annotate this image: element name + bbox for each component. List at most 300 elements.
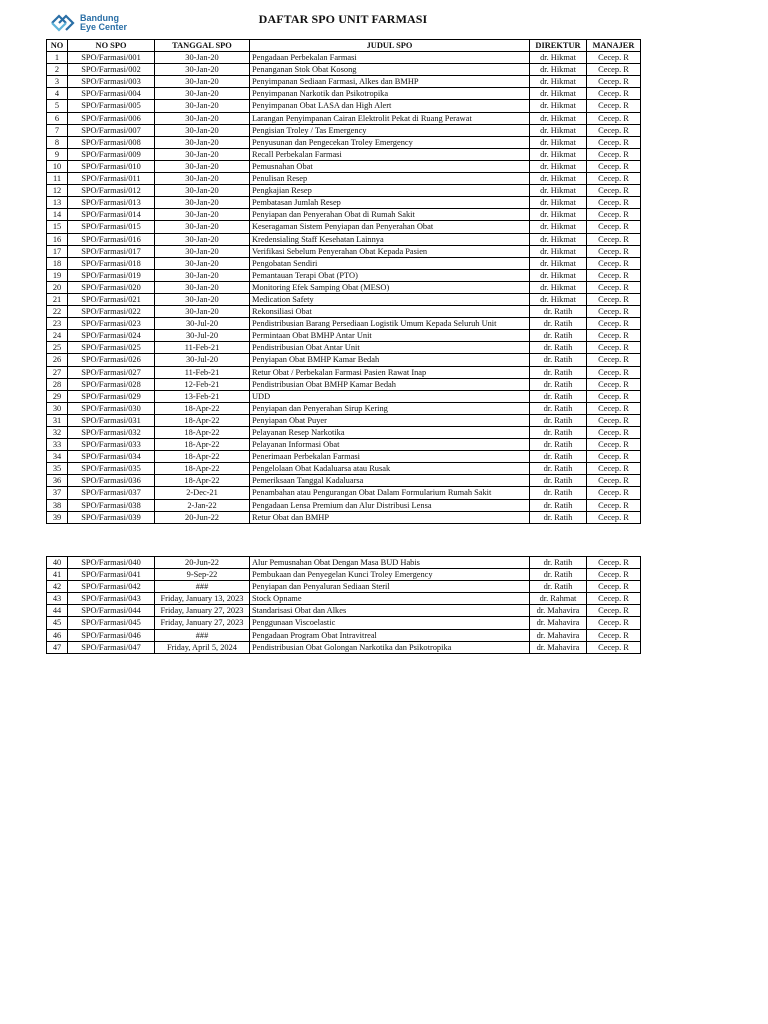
cell-judul: Verifikasi Sebelum Penyerahan Obat Kepada Pasien	[250, 245, 530, 257]
cell-tanggal: 30-Jan-20	[155, 233, 250, 245]
cell-tanggal: 30-Jan-20	[155, 76, 250, 88]
cell-no: 43	[47, 593, 68, 605]
cell-judul: Larangan Penyimpanan Cairan Elektrolit Pekat di Ruang Perawat	[250, 112, 530, 124]
cell-tanggal: ###	[155, 629, 250, 641]
cell-manajer: Cecep. R	[587, 233, 641, 245]
cell-manajer: Cecep. R	[587, 173, 641, 185]
table-row	[47, 439, 641, 451]
cell-manajer: Cecep. R	[587, 221, 641, 233]
cell-no-spo: SPO/Farmasi/039	[68, 511, 155, 523]
cell-manajer: Cecep. R	[587, 427, 641, 439]
cell-judul: Penulisan Resep	[250, 173, 530, 185]
cell-tanggal: 20-Jun-22	[155, 511, 250, 523]
table-row	[47, 487, 641, 499]
cell-judul: Penerimaan Perbekalan Farmasi	[250, 451, 530, 463]
cell-tanggal: Friday, April 5, 2024	[155, 641, 250, 653]
cell-direktur: dr. Hikmat	[530, 100, 587, 112]
cell-manajer: Cecep. R	[587, 293, 641, 305]
cell-tanggal: 30-Jan-20	[155, 245, 250, 257]
cell-tanggal: 30-Jan-20	[155, 112, 250, 124]
cell-judul: Penyiapan dan Penyaluran Sediaan Steril	[250, 581, 530, 593]
cell-no-spo: SPO/Farmasi/005	[68, 100, 155, 112]
cell-no: 47	[47, 641, 68, 653]
cell-tanggal: Friday, January 27, 2023	[155, 617, 250, 629]
cell-no: 42	[47, 581, 68, 593]
cell-judul: Permintaan Obat BMHP Antar Unit	[250, 330, 530, 342]
cell-no-spo: SPO/Farmasi/002	[68, 64, 155, 76]
cell-direktur: dr. Ratih	[530, 581, 587, 593]
cell-direktur: dr. Hikmat	[530, 197, 587, 209]
cell-direktur: dr. Ratih	[530, 366, 587, 378]
cell-tanggal: 30-Jul-20	[155, 330, 250, 342]
cell-judul: Retur Obat / Perbekalan Farmasi Pasien Rawat Inap	[250, 366, 530, 378]
bandung-eye-center-logo	[50, 12, 130, 34]
table-row	[47, 148, 641, 160]
cell-no-spo: SPO/Farmasi/045	[68, 617, 155, 629]
cell-judul: Penyiapan dan Penyerahan Obat di Rumah Sakit	[250, 209, 530, 221]
col-header-no: NO	[47, 40, 68, 52]
cell-no-spo: SPO/Farmasi/007	[68, 124, 155, 136]
cell-judul: Penyimpanan Sediaan Farmasi, Alkes dan BMHP	[250, 76, 530, 88]
cell-direktur: dr. Ratih	[530, 390, 587, 402]
cell-judul: Pendistribusian Obat BMHP Kamar Bedah	[250, 378, 530, 390]
cell-no: 20	[47, 281, 68, 293]
spo-table-continued	[46, 556, 641, 654]
cell-no-spo: SPO/Farmasi/031	[68, 414, 155, 426]
cell-no: 1	[47, 52, 68, 64]
cell-tanggal: 9-Sep-22	[155, 569, 250, 581]
table-row	[47, 173, 641, 185]
cell-direktur: dr. Rahmat	[530, 593, 587, 605]
cell-tanggal: 30-Jan-20	[155, 148, 250, 160]
cell-tanggal: 11-Feb-21	[155, 366, 250, 378]
cell-tanggal: 13-Feb-21	[155, 390, 250, 402]
cell-no-spo: SPO/Farmasi/015	[68, 221, 155, 233]
cell-no-spo: SPO/Farmasi/034	[68, 451, 155, 463]
col-header-judul: JUDUL SPO	[250, 40, 530, 52]
cell-no-spo: SPO/Farmasi/028	[68, 378, 155, 390]
cell-direktur: dr. Ratih	[530, 354, 587, 366]
table-row	[47, 569, 641, 581]
cell-no-spo: SPO/Farmasi/033	[68, 439, 155, 451]
cell-no: 32	[47, 427, 68, 439]
table-row	[47, 402, 641, 414]
cell-no-spo: SPO/Farmasi/009	[68, 148, 155, 160]
spo-table-main	[46, 39, 641, 524]
cell-direktur: dr. Ratih	[530, 487, 587, 499]
cell-no-spo: SPO/Farmasi/017	[68, 245, 155, 257]
cell-manajer: Cecep. R	[587, 414, 641, 426]
cell-no: 28	[47, 378, 68, 390]
table-row	[47, 641, 641, 653]
table-row	[47, 427, 641, 439]
cell-manajer: Cecep. R	[587, 148, 641, 160]
cell-direktur: dr. Ratih	[530, 318, 587, 330]
cell-no: 38	[47, 499, 68, 511]
cell-no: 41	[47, 569, 68, 581]
table-row	[47, 197, 641, 209]
cell-no: 10	[47, 160, 68, 172]
cell-direktur: dr. Ratih	[530, 427, 587, 439]
table-row	[47, 88, 641, 100]
cell-manajer: Cecep. R	[587, 390, 641, 402]
cell-direktur: dr. Ratih	[530, 306, 587, 318]
table-row	[47, 64, 641, 76]
cell-judul: Pendistribusian Obat Golongan Narkotika dan Psikotropika	[250, 641, 530, 653]
cell-tanggal: 30-Jan-20	[155, 64, 250, 76]
cell-manajer: Cecep. R	[587, 64, 641, 76]
table-row	[47, 475, 641, 487]
cell-no: 37	[47, 487, 68, 499]
cell-direktur: dr. Hikmat	[530, 185, 587, 197]
cell-judul: Penyiapan Obat BMHP Kamar Bedah	[250, 354, 530, 366]
logo-line1: Bandung	[80, 13, 119, 23]
cell-no-spo: SPO/Farmasi/018	[68, 257, 155, 269]
cell-judul: Pengobatan Sendiri	[250, 257, 530, 269]
table-body-main	[47, 52, 641, 524]
table-row	[47, 221, 641, 233]
cell-manajer: Cecep. R	[587, 593, 641, 605]
cell-direktur: dr. Mahavira	[530, 629, 587, 641]
cell-direktur: dr. Hikmat	[530, 293, 587, 305]
table-row	[47, 209, 641, 221]
cell-judul: Rekonsiliasi Obat	[250, 306, 530, 318]
cell-direktur: dr. Hikmat	[530, 269, 587, 281]
cell-no: 45	[47, 617, 68, 629]
table-header-row	[47, 40, 641, 52]
cell-judul: Standarisasi Obat dan Alkes	[250, 605, 530, 617]
cell-judul: Kredensialing Staff Kesehatan Lainnya	[250, 233, 530, 245]
cell-judul: Penanganan Stok Obat Kosong	[250, 64, 530, 76]
cell-no: 25	[47, 342, 68, 354]
table-row	[47, 185, 641, 197]
cell-judul: Pengisian Troley / Tas Emergency	[250, 124, 530, 136]
cell-tanggal: 30-Jan-20	[155, 209, 250, 221]
cell-tanggal: 30-Jul-20	[155, 354, 250, 366]
cell-direktur: dr. Hikmat	[530, 257, 587, 269]
cell-no-spo: SPO/Farmasi/042	[68, 581, 155, 593]
cell-no-spo: SPO/Farmasi/003	[68, 76, 155, 88]
cell-tanggal: 11-Feb-21	[155, 342, 250, 354]
cell-direktur: dr. Hikmat	[530, 148, 587, 160]
table-row	[47, 233, 641, 245]
cell-no-spo: SPO/Farmasi/043	[68, 593, 155, 605]
cell-manajer: Cecep. R	[587, 451, 641, 463]
cell-no: 26	[47, 354, 68, 366]
cell-judul: Alur Pemusnahan Obat Dengan Masa BUD Habis	[250, 557, 530, 569]
cell-tanggal: 30-Jan-20	[155, 160, 250, 172]
col-header-tanggal: TANGGAL SPO	[155, 40, 250, 52]
cell-no-spo: SPO/Farmasi/040	[68, 557, 155, 569]
cell-no: 44	[47, 605, 68, 617]
cell-no-spo: SPO/Farmasi/029	[68, 390, 155, 402]
cell-no-spo: SPO/Farmasi/019	[68, 269, 155, 281]
cell-no: 30	[47, 402, 68, 414]
cell-manajer: Cecep. R	[587, 52, 641, 64]
cell-no-spo: SPO/Farmasi/038	[68, 499, 155, 511]
cell-manajer: Cecep. R	[587, 160, 641, 172]
cell-tanggal: 30-Jan-20	[155, 185, 250, 197]
cell-no: 18	[47, 257, 68, 269]
cell-no: 9	[47, 148, 68, 160]
cell-judul: Pelayanan Resep Narkotika	[250, 427, 530, 439]
col-header-direktur: DIREKTUR	[530, 40, 587, 52]
cell-no-spo: SPO/Farmasi/035	[68, 463, 155, 475]
cell-manajer: Cecep. R	[587, 402, 641, 414]
cell-manajer: Cecep. R	[587, 439, 641, 451]
cell-no: 14	[47, 209, 68, 221]
cell-no-spo: SPO/Farmasi/001	[68, 52, 155, 64]
cell-no-spo: SPO/Farmasi/023	[68, 318, 155, 330]
cell-no-spo: SPO/Farmasi/011	[68, 173, 155, 185]
cell-no-spo: SPO/Farmasi/032	[68, 427, 155, 439]
cell-no-spo: SPO/Farmasi/024	[68, 330, 155, 342]
cell-tanggal: 30-Jan-20	[155, 100, 250, 112]
cell-direktur: dr. Hikmat	[530, 124, 587, 136]
cell-judul: Penambahan atau Pengurangan Obat Dalam Formularium Rumah Sakit	[250, 487, 530, 499]
cell-tanggal: ###	[155, 581, 250, 593]
cell-no-spo: SPO/Farmasi/025	[68, 342, 155, 354]
cell-judul: Stock Opname	[250, 593, 530, 605]
cell-judul: Pelayanan Informasi Obat	[250, 439, 530, 451]
table-row	[47, 52, 641, 64]
cell-direktur: dr. Ratih	[530, 330, 587, 342]
cell-direktur: dr. Hikmat	[530, 88, 587, 100]
cell-tanggal: 30-Jan-20	[155, 221, 250, 233]
col-header-no-spo: NO SPO	[68, 40, 155, 52]
logo-mark-icon	[50, 14, 76, 32]
cell-manajer: Cecep. R	[587, 197, 641, 209]
cell-tanggal: 30-Jan-20	[155, 293, 250, 305]
cell-no: 6	[47, 112, 68, 124]
cell-tanggal: 12-Feb-21	[155, 378, 250, 390]
cell-no: 16	[47, 233, 68, 245]
table-row	[47, 354, 641, 366]
cell-judul: Retur Obat dan BMHP	[250, 511, 530, 523]
cell-no: 21	[47, 293, 68, 305]
cell-manajer: Cecep. R	[587, 245, 641, 257]
cell-direktur: dr. Ratih	[530, 402, 587, 414]
cell-manajer: Cecep. R	[587, 330, 641, 342]
cell-manajer: Cecep. R	[587, 185, 641, 197]
cell-judul: Pembatasan Jumlah Resep	[250, 197, 530, 209]
cell-manajer: Cecep. R	[587, 257, 641, 269]
cell-tanggal: 30-Jan-20	[155, 52, 250, 64]
table-row	[47, 160, 641, 172]
cell-no: 7	[47, 124, 68, 136]
table-row	[47, 76, 641, 88]
cell-tanggal: 18-Apr-22	[155, 402, 250, 414]
cell-tanggal: Friday, January 27, 2023	[155, 605, 250, 617]
cell-no: 5	[47, 100, 68, 112]
cell-no: 31	[47, 414, 68, 426]
cell-tanggal: 30-Jan-20	[155, 124, 250, 136]
cell-direktur: dr. Hikmat	[530, 112, 587, 124]
cell-manajer: Cecep. R	[587, 269, 641, 281]
cell-direktur: dr. Ratih	[530, 342, 587, 354]
table-row	[47, 451, 641, 463]
cell-no: 2	[47, 64, 68, 76]
table-row	[47, 342, 641, 354]
cell-manajer: Cecep. R	[587, 511, 641, 523]
table-row	[47, 281, 641, 293]
table-row	[47, 269, 641, 281]
cell-manajer: Cecep. R	[587, 641, 641, 653]
cell-no-spo: SPO/Farmasi/010	[68, 160, 155, 172]
cell-no: 12	[47, 185, 68, 197]
cell-tanggal: Friday, January 13, 2023	[155, 593, 250, 605]
cell-no: 3	[47, 76, 68, 88]
cell-direktur: dr. Hikmat	[530, 52, 587, 64]
cell-judul: Penyiapan Obat Puyer	[250, 414, 530, 426]
cell-judul: Penggunaan Viscoelastic	[250, 617, 530, 629]
cell-tanggal: 20-Jun-22	[155, 557, 250, 569]
cell-no: 4	[47, 88, 68, 100]
cell-direktur: dr. Mahavira	[530, 641, 587, 653]
cell-direktur: dr. Ratih	[530, 499, 587, 511]
table-row	[47, 318, 641, 330]
cell-direktur: dr. Hikmat	[530, 281, 587, 293]
table-row	[47, 136, 641, 148]
cell-tanggal: 30-Jan-20	[155, 257, 250, 269]
cell-no: 39	[47, 511, 68, 523]
cell-tanggal: 30-Jan-20	[155, 173, 250, 185]
cell-no: 11	[47, 173, 68, 185]
cell-no-spo: SPO/Farmasi/047	[68, 641, 155, 653]
cell-manajer: Cecep. R	[587, 318, 641, 330]
col-header-manajer: MANAJER	[587, 40, 641, 52]
cell-tanggal: 18-Apr-22	[155, 463, 250, 475]
cell-no-spo: SPO/Farmasi/012	[68, 185, 155, 197]
cell-manajer: Cecep. R	[587, 475, 641, 487]
table-row	[47, 557, 641, 569]
cell-no-spo: SPO/Farmasi/014	[68, 209, 155, 221]
cell-no: 27	[47, 366, 68, 378]
cell-judul: Keseragaman Sistem Penyiapan dan Penyerahan Obat	[250, 221, 530, 233]
cell-direktur: dr. Hikmat	[530, 209, 587, 221]
cell-direktur: dr. Ratih	[530, 451, 587, 463]
cell-manajer: Cecep. R	[587, 76, 641, 88]
cell-no: 17	[47, 245, 68, 257]
cell-tanggal: 30-Jan-20	[155, 88, 250, 100]
table-row	[47, 112, 641, 124]
cell-direktur: dr. Ratih	[530, 569, 587, 581]
table-row	[47, 499, 641, 511]
cell-manajer: Cecep. R	[587, 281, 641, 293]
cell-judul: Medication Safety	[250, 293, 530, 305]
cell-no-spo: SPO/Farmasi/041	[68, 569, 155, 581]
cell-manajer: Cecep. R	[587, 463, 641, 475]
cell-manajer: Cecep. R	[587, 112, 641, 124]
cell-no-spo: SPO/Farmasi/044	[68, 605, 155, 617]
cell-judul: Penyusunan dan Pengecekan Troley Emergency	[250, 136, 530, 148]
logo-text	[80, 14, 127, 32]
cell-manajer: Cecep. R	[587, 88, 641, 100]
table-row	[47, 366, 641, 378]
cell-no-spo: SPO/Farmasi/027	[68, 366, 155, 378]
cell-direktur: dr. Hikmat	[530, 76, 587, 88]
cell-direktur: dr. Ratih	[530, 511, 587, 523]
table-row	[47, 100, 641, 112]
cell-no: 34	[47, 451, 68, 463]
table-row	[47, 306, 641, 318]
cell-direktur: dr. Mahavira	[530, 605, 587, 617]
cell-judul: UDD	[250, 390, 530, 402]
cell-no-spo: SPO/Farmasi/046	[68, 629, 155, 641]
cell-no: 46	[47, 629, 68, 641]
cell-no-spo: SPO/Farmasi/037	[68, 487, 155, 499]
page-title: DAFTAR SPO UNIT FARMASI	[258, 12, 428, 26]
cell-direktur: dr. Mahavira	[530, 617, 587, 629]
cell-no-spo: SPO/Farmasi/006	[68, 112, 155, 124]
cell-judul: Recall Perbekalan Farmasi	[250, 148, 530, 160]
cell-tanggal: 18-Apr-22	[155, 439, 250, 451]
cell-tanggal: 2-Jan-22	[155, 499, 250, 511]
cell-tanggal: 18-Apr-22	[155, 414, 250, 426]
table-row	[47, 617, 641, 629]
cell-tanggal: 18-Apr-22	[155, 451, 250, 463]
cell-manajer: Cecep. R	[587, 354, 641, 366]
table-row	[47, 511, 641, 523]
cell-direktur: dr. Ratih	[530, 439, 587, 451]
cell-judul: Pemantauan Terapi Obat (PTO)	[250, 269, 530, 281]
cell-tanggal: 30-Jan-20	[155, 136, 250, 148]
cell-no: 35	[47, 463, 68, 475]
cell-no: 33	[47, 439, 68, 451]
table-row	[47, 581, 641, 593]
cell-direktur: dr. Hikmat	[530, 136, 587, 148]
cell-manajer: Cecep. R	[587, 306, 641, 318]
cell-no-spo: SPO/Farmasi/026	[68, 354, 155, 366]
cell-manajer: Cecep. R	[587, 617, 641, 629]
cell-no: 15	[47, 221, 68, 233]
cell-judul: Pengkajian Resep	[250, 185, 530, 197]
table-row	[47, 330, 641, 342]
table-row	[47, 605, 641, 617]
cell-direktur: dr. Hikmat	[530, 221, 587, 233]
cell-manajer: Cecep. R	[587, 136, 641, 148]
cell-no: 29	[47, 390, 68, 402]
cell-no-spo: SPO/Farmasi/030	[68, 402, 155, 414]
cell-manajer: Cecep. R	[587, 100, 641, 112]
cell-manajer: Cecep. R	[587, 366, 641, 378]
cell-direktur: dr. Hikmat	[530, 245, 587, 257]
cell-no: 24	[47, 330, 68, 342]
cell-manajer: Cecep. R	[587, 569, 641, 581]
cell-judul: Pengadaan Perbekalan Farmasi	[250, 52, 530, 64]
cell-direktur: dr. Ratih	[530, 414, 587, 426]
table-row	[47, 414, 641, 426]
cell-judul: Penyiapan dan Penyerahan Sirup Kering	[250, 402, 530, 414]
cell-direktur: dr. Ratih	[530, 557, 587, 569]
cell-judul: Pendistribusian Barang Persediaan Logistik Umum Kepada Seluruh Unit	[250, 318, 530, 330]
cell-no: 19	[47, 269, 68, 281]
table-row	[47, 245, 641, 257]
cell-manajer: Cecep. R	[587, 378, 641, 390]
cell-manajer: Cecep. R	[587, 487, 641, 499]
cell-direktur: dr. Ratih	[530, 475, 587, 487]
cell-direktur: dr. Ratih	[530, 378, 587, 390]
cell-judul: Pengadaan Program Obat Intravitreal	[250, 629, 530, 641]
cell-judul: Pemeriksaan Tanggal Kadaluarsa	[250, 475, 530, 487]
cell-direktur: dr. Hikmat	[530, 64, 587, 76]
cell-no: 22	[47, 306, 68, 318]
cell-judul: Penyimpanan Narkotik dan Psikotropika	[250, 88, 530, 100]
cell-judul: Pemusnahan Obat	[250, 160, 530, 172]
cell-no-spo: SPO/Farmasi/036	[68, 475, 155, 487]
cell-manajer: Cecep. R	[587, 209, 641, 221]
cell-tanggal: 30-Jan-20	[155, 269, 250, 281]
